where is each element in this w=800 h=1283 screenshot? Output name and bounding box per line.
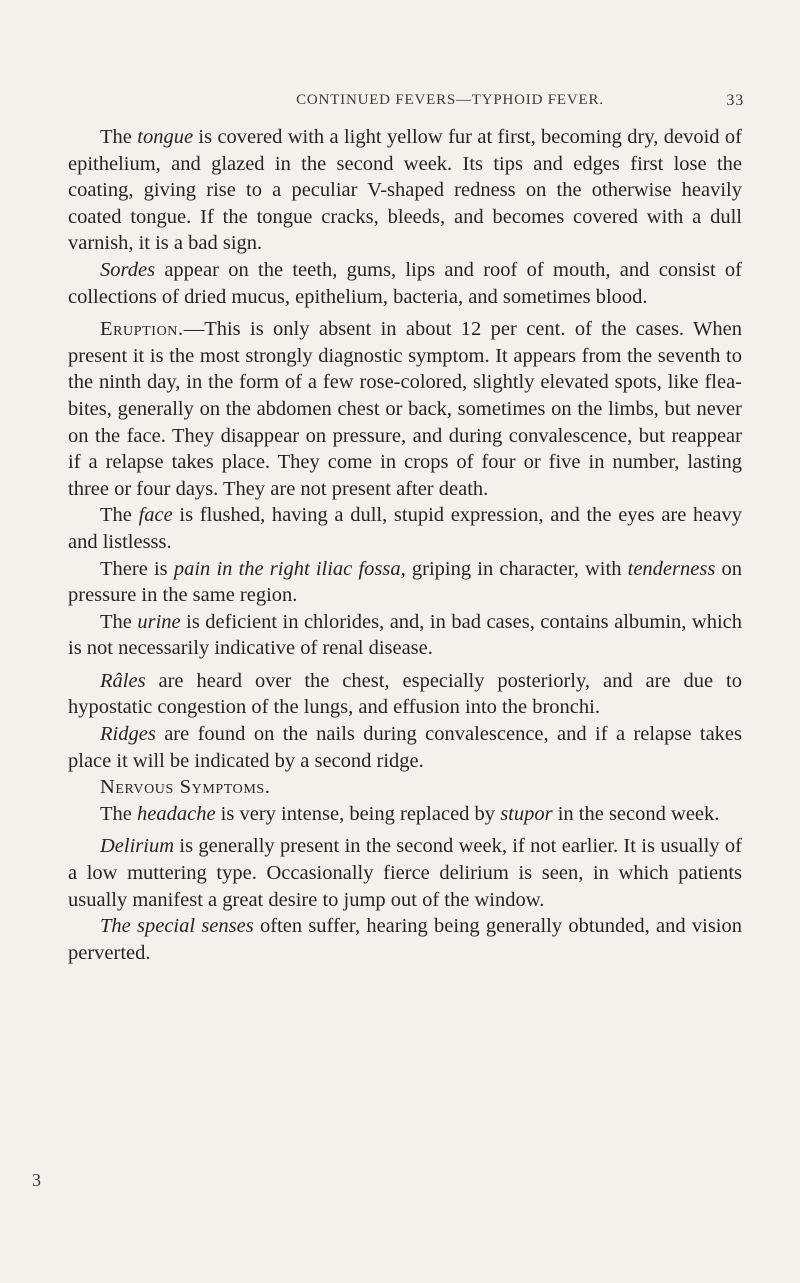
text-run: on pressure in the same region. xyxy=(68,557,742,607)
italic-term: stupor xyxy=(500,802,553,825)
paragraph xyxy=(68,257,742,310)
paragraph xyxy=(68,774,742,801)
page-header xyxy=(68,58,744,109)
text-run: are heard over the chest, especially posteriorly, and are due to hypostatic congestion of the lungs, and effusion into the bronchi. xyxy=(68,669,742,719)
section-heading: Eruption. xyxy=(100,318,184,341)
text-run: There is xyxy=(100,557,174,580)
paragraph xyxy=(68,316,742,502)
text-run: is very intense, being replaced by xyxy=(215,802,501,825)
italic-term: Râles xyxy=(100,669,146,692)
section-heading: Nervous Symptoms. xyxy=(100,776,271,799)
italic-term: tongue xyxy=(137,126,194,148)
italic-term: tenderness xyxy=(627,557,716,580)
paragraph xyxy=(68,833,742,913)
text-run: The xyxy=(100,504,139,527)
paragraph xyxy=(68,721,742,774)
paragraph xyxy=(68,668,742,721)
text-run: is deficient in chlorides, and, in bad cases, contains albumin, which is not necessarily indicative of renal disease. xyxy=(68,610,743,660)
body-text xyxy=(68,124,742,966)
text-run: are found on the nails during convalescence, and if a relapse takes place it will be indicated by a second ridge. xyxy=(68,723,742,772)
text-run: often suffer, hearing being generally obtunded, and vision perverted. xyxy=(68,915,742,964)
italic-term: Sordes xyxy=(100,258,156,281)
signature-mark: 3 xyxy=(32,1170,41,1190)
paragraph xyxy=(68,913,742,966)
text-run: griping in character, with xyxy=(405,557,628,580)
page-number: 33 xyxy=(726,92,744,109)
text-run: The xyxy=(100,126,138,148)
text-run: —This is only absent in about 12 per cent. of the cases. When present it is the most strongly diagnostic symptom. It appears from the seventh to the ninth day, in the form of a few rose-colored, slightly elevated spots, like flea-bites, generally on the abdomen chest or back, sometimes on the limbs, but never on the face. They disappear on pressure, and during convalescence, but reappear if a relapse takes place. They come in crops of four or five in number, lasting three or four days. They are not present after death. xyxy=(68,318,742,500)
text-run: appear on the teeth, gums, lips and roof of mouth, and consist of collections of dried mucus, epithelium, bacteria, and sometimes blood. xyxy=(68,258,742,308)
paragraph xyxy=(68,609,742,662)
italic-term: Ridges xyxy=(100,723,156,746)
text-run: is flushed, having a dull, stupid expression, and the eyes are heavy and listlesss. xyxy=(68,504,742,553)
paragraph xyxy=(68,124,742,257)
text-run: The xyxy=(100,610,138,633)
italic-term: pain in the right iliac fossa, xyxy=(173,557,406,580)
text-run: The xyxy=(100,802,137,825)
italic-term: headache xyxy=(137,802,216,825)
italic-term: urine xyxy=(137,610,181,633)
running-head: CONTINUED FEVERS—TYPHOID FEVER. xyxy=(296,92,604,108)
italic-term: Delirium xyxy=(100,835,175,858)
italic-term: face xyxy=(138,504,173,527)
paragraph xyxy=(68,801,742,828)
text-run: is covered with a light yellow fur at first, becoming dry, devoid of epithelium, and glazed in the second week. Its tips and edges first lose the coating, giving rise to a peculiar V-shaped redness on the otherwise heavily coated tongue. If the tongue cracks, bleeds, and becomes covered with a dull varnish, it is a bad sign. xyxy=(68,126,742,255)
book-page xyxy=(68,58,744,964)
text-run: in the second week. xyxy=(552,802,720,825)
paragraph xyxy=(68,556,742,609)
text-run: is generally present in the second week, if not earlier. It is usually of a low muttering type. Occasionally fierce delirium is seen, in which patients usually manifest a great desire to jump out of the window. xyxy=(68,835,742,911)
paragraph xyxy=(68,502,742,555)
italic-term: The special senses xyxy=(100,915,254,938)
